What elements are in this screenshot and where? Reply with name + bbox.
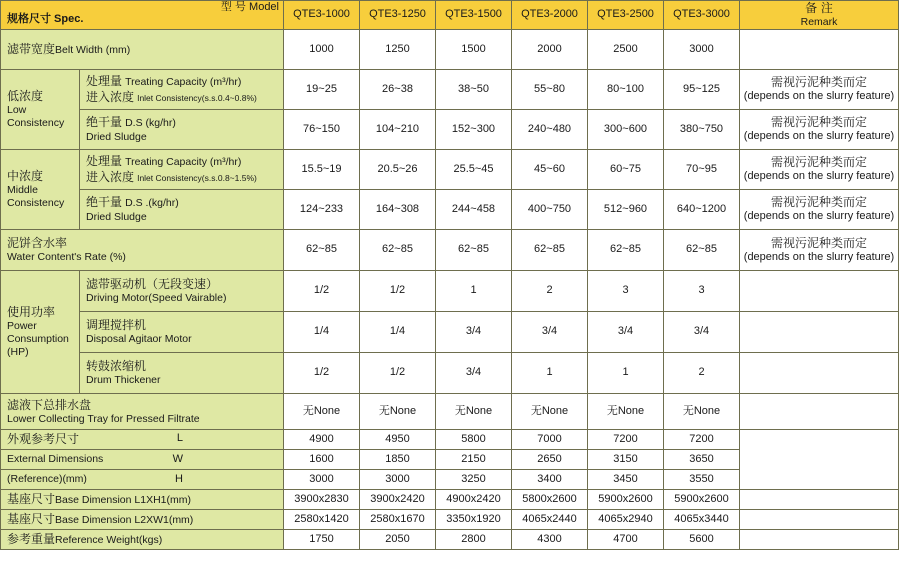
- table-cell: 4900x2420: [436, 490, 512, 510]
- remark-cell: [740, 70, 899, 110]
- table-cell: 3250: [436, 470, 512, 490]
- weight-cn: 参考重量: [7, 531, 56, 546]
- external-en2: (Reference)(mm): [7, 472, 87, 485]
- table-cell: 60~75: [588, 150, 664, 190]
- driving-en: Driving Motor(Speed Vairable): [86, 292, 227, 305]
- power-agitator-row: [1, 312, 899, 353]
- table-cell: 2500: [588, 30, 664, 70]
- middle-dried-en1: D.S .(kg/hr): [125, 197, 179, 210]
- table-cell: 1/4: [284, 312, 360, 353]
- table-cell: 3: [664, 271, 740, 312]
- remark-cell: [740, 190, 899, 230]
- table-cell: 3650: [664, 450, 740, 470]
- middle-consistency-label: [1, 150, 80, 230]
- table-cell: 38~50: [436, 70, 512, 110]
- low-treating-en: Treating Capacity (m³/hr): [125, 75, 242, 88]
- table-cell: 2580x1420: [284, 510, 360, 530]
- low-dried-cn: 绝干量: [86, 115, 123, 130]
- table-cell: 2050: [360, 530, 436, 550]
- table-cell: 1/2: [360, 271, 436, 312]
- table-cell: 3000: [284, 470, 360, 490]
- low-consistency-label: [1, 70, 80, 150]
- remark-header-cn: 备 注: [805, 1, 833, 15]
- table-cell: 1/2: [284, 353, 360, 394]
- filtrate-cn: 滤液下总排水盘: [7, 397, 92, 412]
- filtrate-row: [1, 394, 899, 430]
- middle-treating-row: [1, 150, 899, 190]
- low-dried-row: [1, 110, 899, 150]
- table-cell: 244~458: [436, 190, 512, 230]
- table-cell: 62~85: [512, 230, 588, 271]
- table-cell: 2150: [436, 450, 512, 470]
- table-cell: 1600: [284, 450, 360, 470]
- water-en: Water Content's Rate (%): [7, 251, 126, 264]
- low-en1: Low: [7, 104, 27, 116]
- table-cell: 4065x3440: [664, 510, 740, 530]
- table-cell: 124~233: [284, 190, 360, 230]
- axis-W-label: W: [172, 452, 183, 465]
- table-cell: 26~38: [360, 70, 436, 110]
- table-cell: 104~210: [360, 110, 436, 150]
- power-en2: Consumption: [7, 333, 69, 346]
- model-label: 型 号 Model: [220, 1, 279, 13]
- remark-cell: [740, 150, 899, 190]
- table-cell: 1750: [284, 530, 360, 550]
- external-en2-cell: [1, 470, 284, 490]
- axis-H-label: H: [175, 472, 183, 485]
- table-cell: 无None: [284, 394, 360, 430]
- low-treating-row: [1, 70, 899, 110]
- table-cell: 3000: [664, 30, 740, 70]
- power-drum-row: [1, 353, 899, 394]
- table-cell: 1/4: [360, 312, 436, 353]
- table-cell: 2650: [512, 450, 588, 470]
- table-cell: 3/4: [436, 353, 512, 394]
- remark-en: (depends on the slurry feature): [743, 250, 895, 263]
- table-cell: 7200: [664, 430, 740, 450]
- middle-treating-cn: 处理量: [86, 153, 123, 168]
- remark-en: (depends on the slurry feature): [743, 210, 895, 223]
- middle-inlet-en: Inlet Consistency(s.s.0.8~1.5%): [137, 172, 257, 183]
- table-cell: 3400: [512, 470, 588, 490]
- table-cell: 4065x2940: [588, 510, 664, 530]
- table-cell: 1500: [436, 30, 512, 70]
- table-cell: 512~960: [588, 190, 664, 230]
- table-cell: 300~600: [588, 110, 664, 150]
- remark-en: (depends on the slurry feature): [743, 170, 895, 183]
- table-cell: 55~80: [512, 70, 588, 110]
- remark-cell-empty: [740, 530, 899, 550]
- low-inlet-en: Inlet Consistency(s.s.0.4~0.8%): [137, 92, 257, 103]
- drum-en: Drum Thickener: [86, 374, 161, 387]
- table-cell: 3150: [588, 450, 664, 470]
- table-cell: 1: [436, 271, 512, 312]
- remark-cn: 需视污泥种类而定: [770, 155, 867, 170]
- table-cell: 5600: [664, 530, 740, 550]
- base1-cn: 基座尺寸: [7, 491, 56, 506]
- power-label: [1, 271, 80, 394]
- table-cell: 2800: [436, 530, 512, 550]
- table-cell: 3900x2420: [360, 490, 436, 510]
- header-row: [1, 1, 899, 30]
- external-en1-cell: [1, 450, 284, 470]
- weight-en: Reference Weight(kgs): [55, 533, 163, 546]
- filtrate-en: Lower Collecting Tray for Pressed Filtrate: [7, 412, 200, 425]
- table-cell: 无None: [436, 394, 512, 430]
- table-cell: 3/4: [436, 312, 512, 353]
- middle-inlet-cn: 进入浓度: [86, 169, 135, 184]
- table-cell: 3000: [360, 470, 436, 490]
- low-treating-label: [80, 70, 284, 110]
- table-cell: 62~85: [360, 230, 436, 271]
- low-dried-label: [80, 110, 284, 150]
- table-cell: 无None: [664, 394, 740, 430]
- power-en1: Power: [7, 319, 37, 332]
- belt-width-label: [1, 30, 284, 70]
- remark-cell-empty: [740, 271, 899, 312]
- table-cell: 2: [664, 353, 740, 394]
- spec-label: 规格尺寸 Spec.: [7, 13, 84, 26]
- filtrate-label: [1, 394, 284, 430]
- external-en1: External Dimensions: [7, 452, 104, 465]
- low-inlet-cn: 进入浓度: [86, 89, 135, 104]
- table-cell: 152~300: [436, 110, 512, 150]
- table-cell: 1/2: [360, 353, 436, 394]
- table-cell: 1000: [284, 30, 360, 70]
- base2-row: [1, 510, 899, 530]
- model-header: QTE3-2000: [512, 1, 588, 30]
- middle-dried-cn: 绝干量: [86, 195, 123, 210]
- table-cell: 62~85: [664, 230, 740, 271]
- table-cell: 7000: [512, 430, 588, 450]
- low-dried-en2: Dried Sludge: [86, 130, 147, 143]
- table-cell: 2: [512, 271, 588, 312]
- remark-header: [740, 1, 899, 30]
- weight-row: [1, 530, 899, 550]
- power-en3: (HP): [7, 346, 29, 359]
- low-en2: Consistency: [7, 117, 65, 130]
- remark-cn: 需视污泥种类而定: [770, 195, 867, 210]
- table-cell: 62~85: [284, 230, 360, 271]
- table-cell: 5800: [436, 430, 512, 450]
- water-row: [1, 230, 899, 271]
- remark-cell-empty: [740, 353, 899, 394]
- model-header: QTE3-1500: [436, 1, 512, 30]
- table-cell: 4950: [360, 430, 436, 450]
- table-cell: 3/4: [512, 312, 588, 353]
- low-treating-cn: 处理量: [86, 73, 123, 88]
- table-cell: 4300: [512, 530, 588, 550]
- weight-label: [1, 530, 284, 550]
- drum-label: [80, 353, 284, 394]
- water-cn: 泥饼含水率: [7, 236, 68, 251]
- table-cell: 25.5~45: [436, 150, 512, 190]
- belt-width-cn: 滤带宽度: [7, 41, 56, 56]
- middle-cn: 中浓度: [7, 169, 44, 183]
- agitator-en: Disposal Agitaor Motor: [86, 333, 192, 346]
- agitator-label: [80, 312, 284, 353]
- remark-en: (depends on the slurry feature): [743, 90, 895, 103]
- remark-cn: 需视污泥种类而定: [770, 115, 867, 130]
- table-cell: 3350x1920: [436, 510, 512, 530]
- table-cell: 1: [588, 353, 664, 394]
- table-cell: 95~125: [664, 70, 740, 110]
- low-dried-en1: D.S (kg/hr): [125, 117, 176, 130]
- table-cell: 5900x2600: [588, 490, 664, 510]
- table-cell: 15.5~19: [284, 150, 360, 190]
- model-header: QTE3-1250: [360, 1, 436, 30]
- middle-dried-row: [1, 190, 899, 230]
- table-cell: 380~750: [664, 110, 740, 150]
- table-cell: 3550: [664, 470, 740, 490]
- remark-cell-empty: [740, 430, 899, 490]
- middle-en2: Consistency: [7, 197, 65, 210]
- table-cell: 3/4: [588, 312, 664, 353]
- drum-cn: 转鼓浓缩机: [86, 359, 147, 374]
- table-cell: 164~308: [360, 190, 436, 230]
- belt-width-en: Belt Width (mm): [55, 43, 131, 56]
- table-cell: 无None: [360, 394, 436, 430]
- remark-cell-empty: [740, 394, 899, 430]
- table-cell: 4900: [284, 430, 360, 450]
- table-cell: 62~85: [436, 230, 512, 271]
- table-cell: 80~100: [588, 70, 664, 110]
- table-cell: 无None: [512, 394, 588, 430]
- external-L-row: [1, 430, 899, 450]
- remark-cell-empty: [740, 30, 899, 70]
- base1-row: [1, 490, 899, 510]
- external-cn-cell: [1, 430, 284, 450]
- table-cell: 5900x2600: [664, 490, 740, 510]
- table-cell: 45~60: [512, 150, 588, 190]
- spec-model-header: [1, 1, 284, 30]
- table-cell: 3900x2830: [284, 490, 360, 510]
- table-cell: 5800x2600: [512, 490, 588, 510]
- table-cell: 640~1200: [664, 190, 740, 230]
- base2-en: Base Dimension L2XW1(mm): [55, 513, 194, 526]
- table-cell: 4065x2440: [512, 510, 588, 530]
- table-cell: 3450: [588, 470, 664, 490]
- table-cell: 1: [512, 353, 588, 394]
- table-cell: 19~25: [284, 70, 360, 110]
- base2-label: [1, 510, 284, 530]
- power-driving-row: [1, 271, 899, 312]
- low-cn: 低浓度: [7, 89, 44, 103]
- table-cell: 2580x1670: [360, 510, 436, 530]
- middle-treating-label: [80, 150, 284, 190]
- belt-width-row: [1, 30, 899, 70]
- table-cell: 1/2: [284, 271, 360, 312]
- table-cell: 无None: [588, 394, 664, 430]
- remark-en: (depends on the slurry feature): [743, 130, 895, 143]
- table-cell: 1250: [360, 30, 436, 70]
- base1-en: Base Dimension L1XH1(mm): [55, 493, 191, 506]
- table-cell: 7200: [588, 430, 664, 450]
- remark-cn: 需视污泥种类而定: [770, 75, 867, 90]
- base2-cn: 基座尺寸: [7, 511, 56, 526]
- axis-L-label: L: [176, 431, 183, 444]
- table-cell: 4700: [588, 530, 664, 550]
- table-cell: 2000: [512, 30, 588, 70]
- table-cell: 62~85: [588, 230, 664, 271]
- base1-label: [1, 490, 284, 510]
- external-cn: 外观参考尺寸: [7, 431, 80, 446]
- remark-cell: [740, 110, 899, 150]
- table-cell: 1850: [360, 450, 436, 470]
- remark-cell-empty: [740, 490, 899, 510]
- remark-cell-empty: [740, 312, 899, 353]
- agitator-cn: 调理搅拌机: [86, 318, 147, 333]
- table-cell: 400~750: [512, 190, 588, 230]
- table-cell: 3: [588, 271, 664, 312]
- model-header: QTE3-2500: [588, 1, 664, 30]
- table-cell: 70~95: [664, 150, 740, 190]
- remark-cell: [740, 230, 899, 271]
- driving-cn: 滤带驱动机（无段变速）: [86, 277, 219, 292]
- model-header: QTE3-1000: [284, 1, 360, 30]
- table-cell: 76~150: [284, 110, 360, 150]
- table-cell: 20.5~26: [360, 150, 436, 190]
- power-cn: 使用功率: [7, 304, 56, 319]
- water-label: [1, 230, 284, 271]
- middle-dried-en2: Dried Sludge: [86, 210, 147, 223]
- driving-label: [80, 271, 284, 312]
- middle-dried-label: [80, 190, 284, 230]
- table-cell: 3/4: [664, 312, 740, 353]
- middle-treating-en: Treating Capacity (m³/hr): [125, 155, 242, 168]
- middle-en1: Middle: [7, 184, 38, 196]
- model-header: QTE3-3000: [664, 1, 740, 30]
- remark-cn: 需视污泥种类而定: [770, 235, 867, 250]
- table-cell: 240~480: [512, 110, 588, 150]
- remark-header-en: Remark: [800, 16, 838, 28]
- remark-cell-empty: [740, 510, 899, 530]
